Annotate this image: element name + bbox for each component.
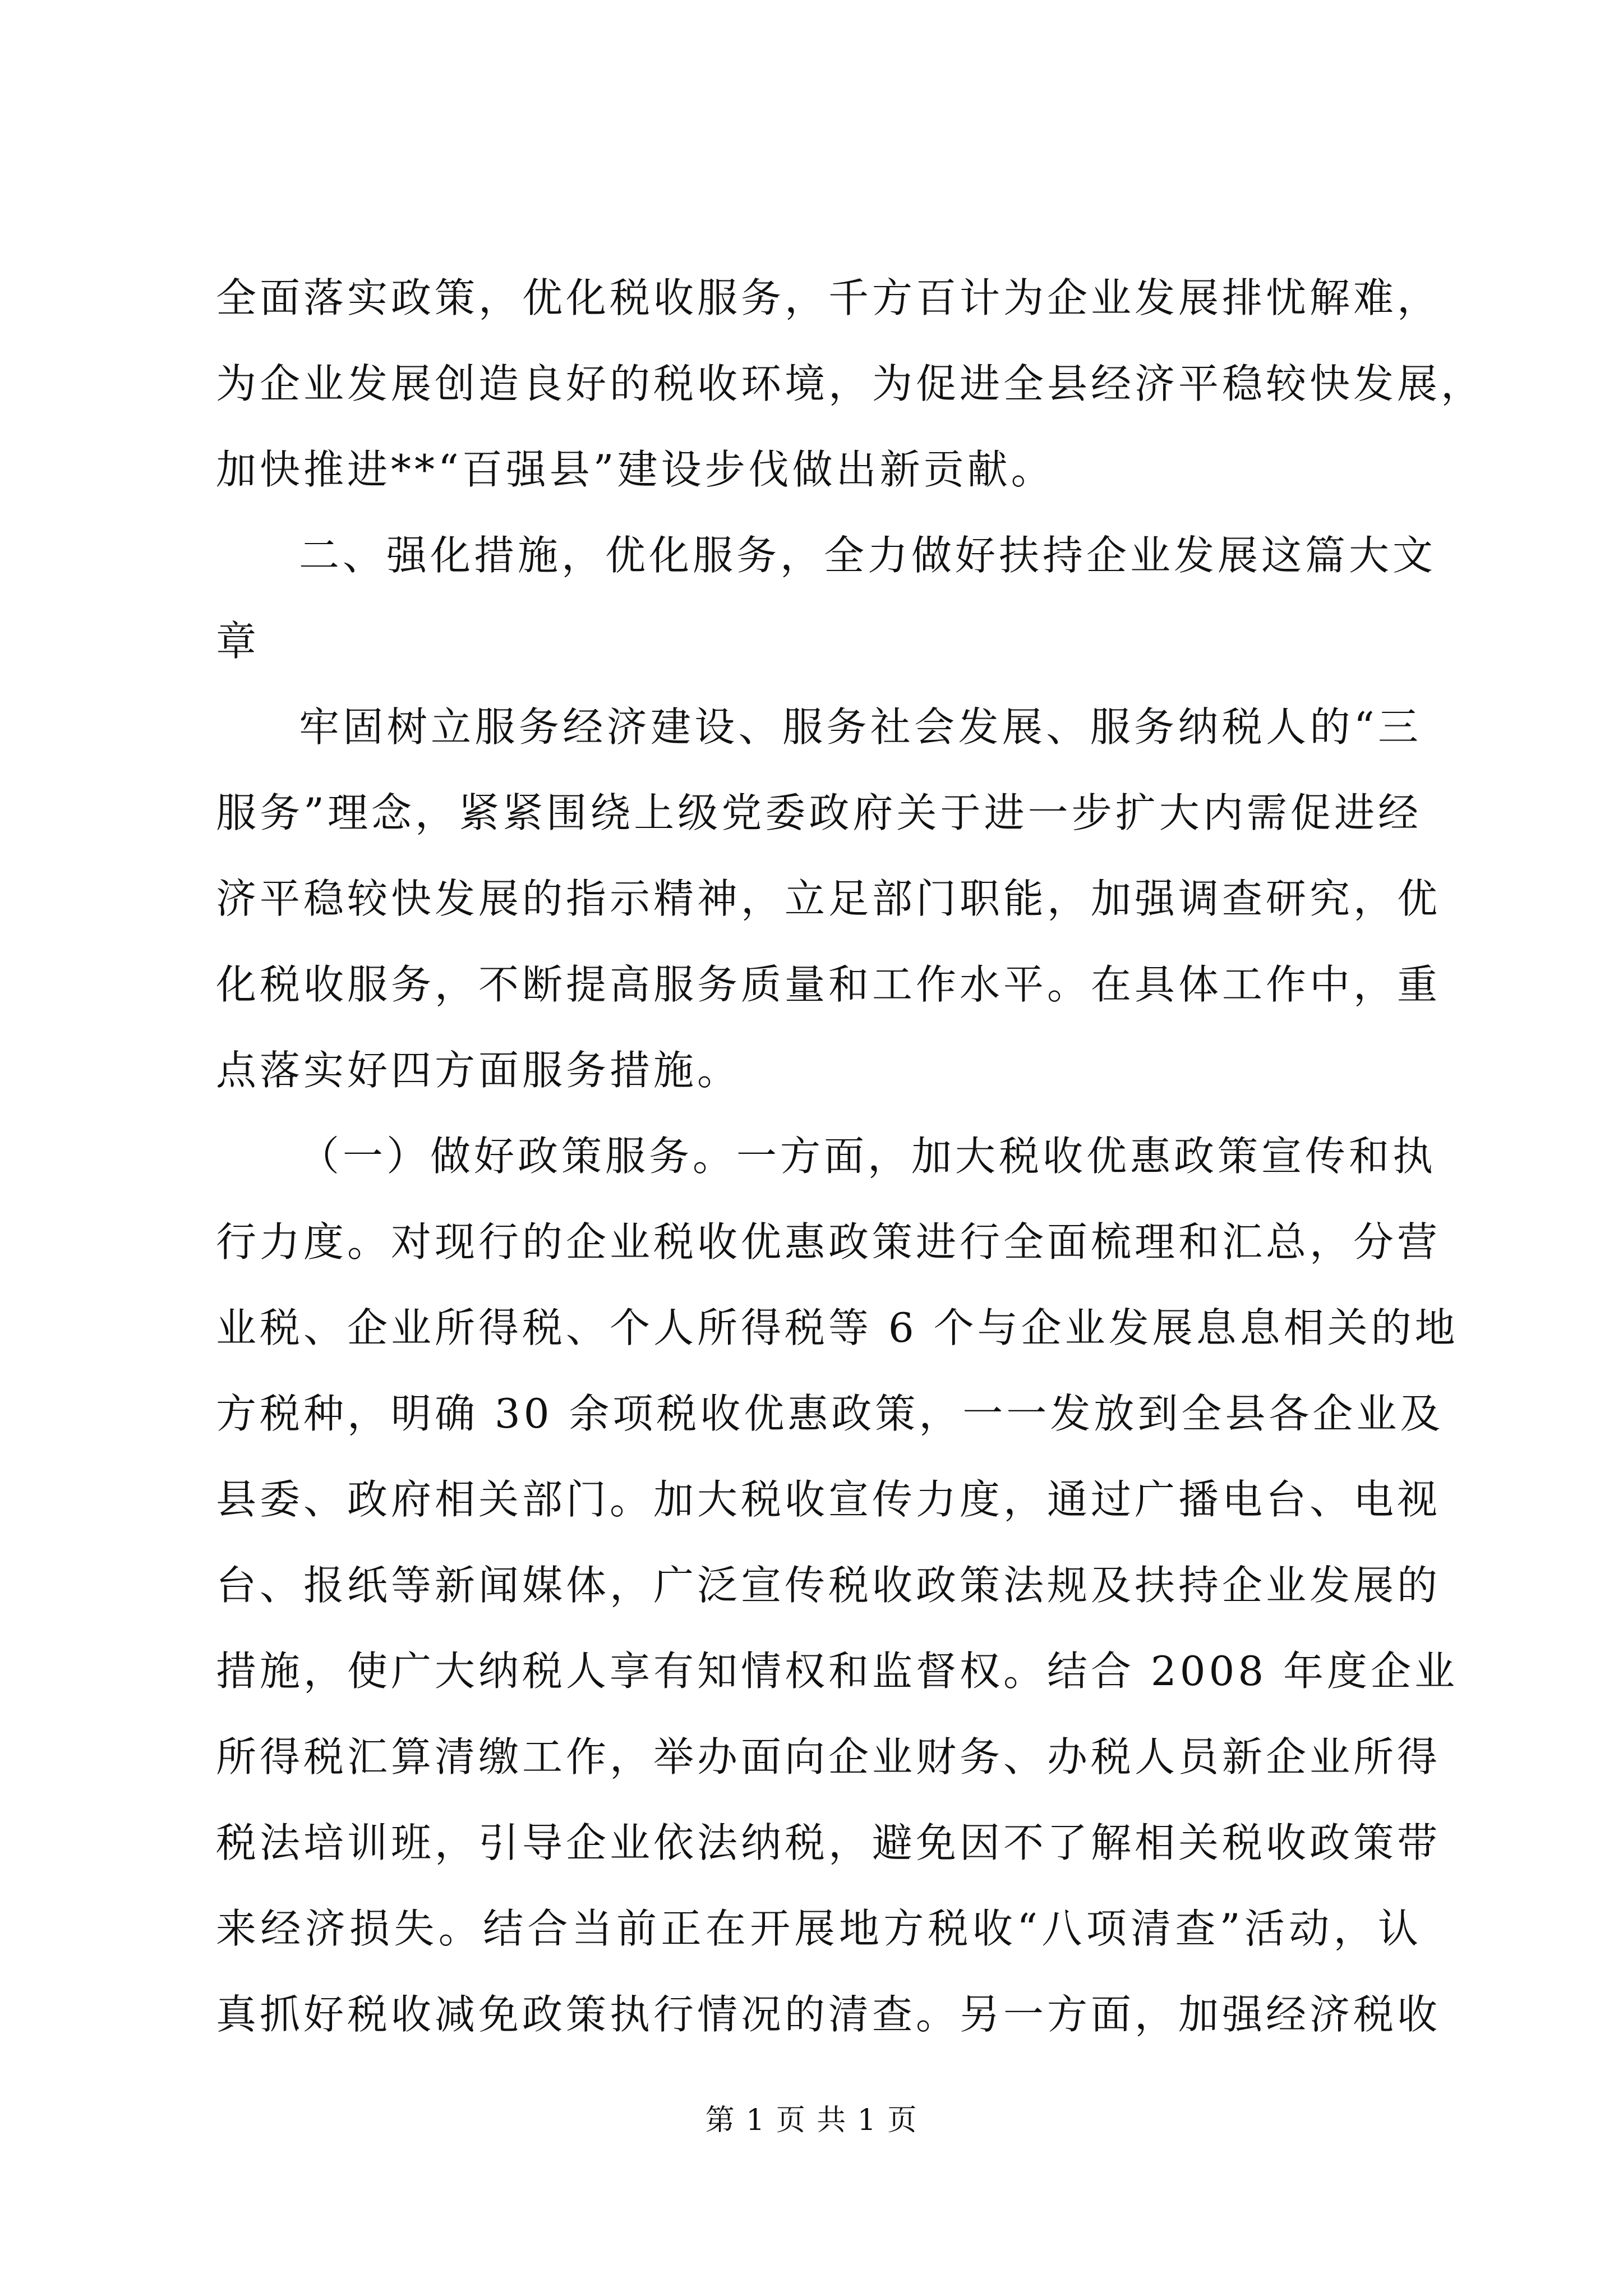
text-line: 服务”理念，紧紧围绕上级党委政府关于进一步扩大内需促进经 <box>216 789 1422 836</box>
text-line: 为企业发展创造良好的税收环境，为促进全县经济平稳较快发展， <box>216 360 1485 407</box>
document-body <box>216 255 1485 2058</box>
text-line: 全面落实政策，优化税收服务，千方百计为企业发展排忧解难， <box>216 274 1441 321</box>
text-line: 牢固树立服务经济建设、服务社会发展、服务纳税人的“三 <box>299 703 1422 751</box>
text-line: 行力度。对现行的企业税收优惠政策进行全面梳理和汇总，分营 <box>216 1218 1441 1266</box>
page-number-label: 第 1 页 共 1 页 <box>705 2104 918 2137</box>
section-heading: 二、强化措施，优化服务，全力做好扶持企业发展这篇大文 <box>299 532 1437 579</box>
page-footer <box>0 2101 1623 2140</box>
section-heading-end: 章 <box>216 618 260 665</box>
subsection-line: （一）做好政策服务。一方面，加大税收优惠政策宣传和执 <box>299 1133 1437 1180</box>
text-line: 业税、企业所得税、个人所得税等 6 个与企业发展息息相关的地 <box>216 1304 1459 1351</box>
text-line: 台、报纸等新闻媒体，广泛宣传税收政策法规及扶持企业发展的 <box>216 1562 1441 1609</box>
text-line: 点落实好四方面服务措施。 <box>216 1047 741 1094</box>
text-line: 化税收服务，不断提高服务质量和工作水平。在具体工作中，重 <box>216 961 1441 1008</box>
text-line: 税法培训班，引导企业依法纳税，避免因不了解相关税收政策带 <box>216 1819 1441 1866</box>
text-line: 县委、政府相关部门。加大税收宣传力度，通过广播电台、电视 <box>216 1476 1441 1523</box>
text-line: 真抓好税收减免政策执行情况的清查。另一方面，加强经济税收 <box>216 1991 1441 2038</box>
text-line: 方税种，明确 30 余项税收优惠政策，一一发放到全县各企业及 <box>216 1390 1444 1437</box>
text-line: 所得税汇算清缴工作，举办面向企业财务、办税人员新企业所得 <box>216 1733 1441 1780</box>
text-line: 来经济损失。结合当前正在开展地方税收“八项清查”活动，认 <box>216 1905 1422 1952</box>
text-line: 措施，使广大纳税人享有知情权和监督权。结合 2008 年度企业 <box>216 1648 1459 1695</box>
text-line: 济平稳较快发展的指示精神，立足部门职能，加强调查研究，优 <box>216 875 1441 922</box>
text-line: 加快推进**“百强县”建设步伐做出新贡献。 <box>216 446 1055 493</box>
